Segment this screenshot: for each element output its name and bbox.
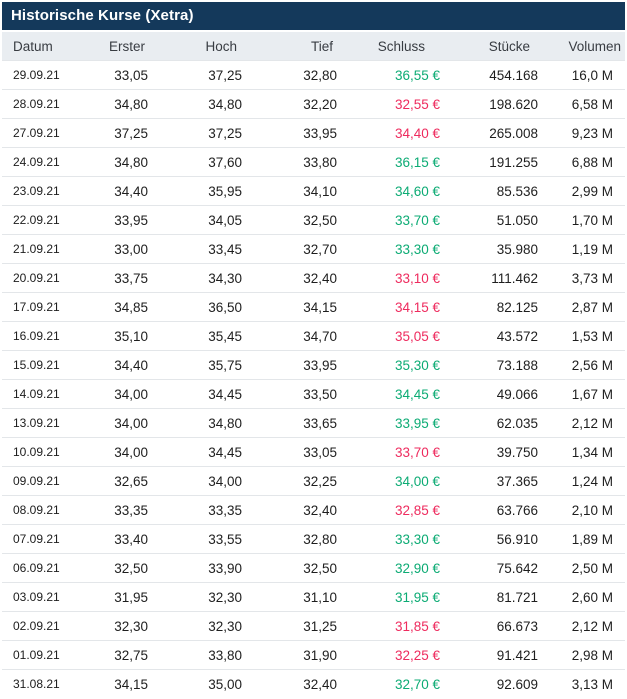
- cell-stuecke: 51.050: [445, 206, 543, 235]
- cell-hoch: 37,25: [153, 119, 247, 148]
- cell-stuecke: 198.620: [445, 90, 543, 119]
- table-row: [2, 409, 625, 438]
- table-row: [2, 322, 625, 351]
- cell-tief: 32,20: [247, 90, 342, 119]
- cell-tief: 32,40: [247, 496, 342, 525]
- cell-stuecke: 63.766: [445, 496, 543, 525]
- cell-stuecke: 92.609: [445, 670, 543, 699]
- cell-hoch: 35,45: [153, 322, 247, 351]
- cell-stuecke: 265.008: [445, 119, 543, 148]
- cell-schluss: 33,70 €: [342, 438, 445, 467]
- cell-tief: 32,50: [247, 554, 342, 583]
- cell-erster: 33,00: [95, 235, 153, 264]
- cell-datum: 08.09.21: [2, 496, 95, 525]
- cell-schluss: 32,25 €: [342, 641, 445, 670]
- cell-schluss: 32,55 €: [342, 90, 445, 119]
- cell-tief: 31,90: [247, 641, 342, 670]
- cell-tief: 32,80: [247, 525, 342, 554]
- cell-erster: 33,95: [95, 206, 153, 235]
- cell-tief: 33,50: [247, 380, 342, 409]
- cell-stuecke: 66.673: [445, 612, 543, 641]
- cell-erster: 31,95: [95, 583, 153, 612]
- cell-datum: 29.09.21: [2, 61, 95, 90]
- cell-stuecke: 39.750: [445, 438, 543, 467]
- col-header-volumen: Volumen: [543, 32, 625, 61]
- table-row: [2, 467, 625, 496]
- cell-erster: 32,75: [95, 641, 153, 670]
- cell-volumen: 9,23 M: [543, 119, 625, 148]
- cell-datum: 17.09.21: [2, 293, 95, 322]
- cell-erster: 34,80: [95, 90, 153, 119]
- col-header-datum: Datum: [2, 32, 95, 61]
- historical-prices-table: [2, 32, 625, 698]
- cell-erster: 33,40: [95, 525, 153, 554]
- table-row: [2, 496, 625, 525]
- table-row: [2, 61, 625, 90]
- cell-schluss: 33,30 €: [342, 525, 445, 554]
- cell-datum: 02.09.21: [2, 612, 95, 641]
- cell-tief: 32,70: [247, 235, 342, 264]
- cell-hoch: 34,30: [153, 264, 247, 293]
- table-row: [2, 554, 625, 583]
- cell-erster: 32,50: [95, 554, 153, 583]
- cell-hoch: 34,00: [153, 467, 247, 496]
- cell-volumen: 2,87 M: [543, 293, 625, 322]
- cell-erster: 34,00: [95, 409, 153, 438]
- cell-stuecke: 49.066: [445, 380, 543, 409]
- cell-schluss: 34,00 €: [342, 467, 445, 496]
- cell-hoch: 34,80: [153, 90, 247, 119]
- cell-stuecke: 191.255: [445, 148, 543, 177]
- cell-schluss: 33,30 €: [342, 235, 445, 264]
- cell-hoch: 32,30: [153, 583, 247, 612]
- cell-volumen: 2,50 M: [543, 554, 625, 583]
- cell-stuecke: 82.125: [445, 293, 543, 322]
- table-row: [2, 641, 625, 670]
- cell-erster: 34,40: [95, 351, 153, 380]
- cell-volumen: 6,58 M: [543, 90, 625, 119]
- cell-erster: 35,10: [95, 322, 153, 351]
- cell-erster: 34,80: [95, 148, 153, 177]
- col-header-hoch: Hoch: [153, 32, 247, 61]
- historical-prices-widget: [2, 2, 625, 698]
- cell-erster: 34,00: [95, 438, 153, 467]
- cell-datum: 14.09.21: [2, 380, 95, 409]
- cell-stuecke: 75.642: [445, 554, 543, 583]
- cell-volumen: 3,73 M: [543, 264, 625, 293]
- cell-datum: 22.09.21: [2, 206, 95, 235]
- cell-hoch: 32,30: [153, 612, 247, 641]
- cell-stuecke: 91.421: [445, 641, 543, 670]
- cell-volumen: 1,24 M: [543, 467, 625, 496]
- cell-hoch: 34,45: [153, 380, 247, 409]
- cell-tief: 32,80: [247, 61, 342, 90]
- col-header-schluss: Schluss: [342, 32, 445, 61]
- cell-volumen: 2,12 M: [543, 612, 625, 641]
- cell-datum: 16.09.21: [2, 322, 95, 351]
- table-row: [2, 380, 625, 409]
- cell-schluss: 34,40 €: [342, 119, 445, 148]
- cell-volumen: 2,98 M: [543, 641, 625, 670]
- cell-volumen: 1,67 M: [543, 380, 625, 409]
- cell-hoch: 33,90: [153, 554, 247, 583]
- cell-hoch: 34,45: [153, 438, 247, 467]
- table-row: [2, 235, 625, 264]
- cell-volumen: 6,88 M: [543, 148, 625, 177]
- cell-volumen: 2,60 M: [543, 583, 625, 612]
- cell-volumen: 2,12 M: [543, 409, 625, 438]
- cell-tief: 33,80: [247, 148, 342, 177]
- cell-stuecke: 81.721: [445, 583, 543, 612]
- cell-erster: 33,35: [95, 496, 153, 525]
- cell-hoch: 33,45: [153, 235, 247, 264]
- cell-hoch: 37,25: [153, 61, 247, 90]
- table-row: [2, 206, 625, 235]
- cell-tief: 34,15: [247, 293, 342, 322]
- cell-volumen: 16,0 M: [543, 61, 625, 90]
- table-row: [2, 438, 625, 467]
- table-row: [2, 612, 625, 641]
- cell-erster: 33,05: [95, 61, 153, 90]
- cell-tief: 33,05: [247, 438, 342, 467]
- cell-datum: 24.09.21: [2, 148, 95, 177]
- cell-volumen: 3,13 M: [543, 670, 625, 699]
- cell-datum: 23.09.21: [2, 177, 95, 206]
- cell-stuecke: 35.980: [445, 235, 543, 264]
- cell-stuecke: 454.168: [445, 61, 543, 90]
- cell-volumen: 1,53 M: [543, 322, 625, 351]
- cell-tief: 31,25: [247, 612, 342, 641]
- cell-stuecke: 37.365: [445, 467, 543, 496]
- col-header-tief: Tief: [247, 32, 342, 61]
- cell-schluss: 31,95 €: [342, 583, 445, 612]
- cell-datum: 03.09.21: [2, 583, 95, 612]
- cell-volumen: 1,34 M: [543, 438, 625, 467]
- cell-hoch: 34,80: [153, 409, 247, 438]
- table-header-row: [2, 32, 625, 61]
- table-row: [2, 177, 625, 206]
- cell-datum: 28.09.21: [2, 90, 95, 119]
- cell-hoch: 35,95: [153, 177, 247, 206]
- cell-schluss: 34,45 €: [342, 380, 445, 409]
- cell-schluss: 34,60 €: [342, 177, 445, 206]
- col-header-erster: Erster: [95, 32, 153, 61]
- cell-hoch: 34,05: [153, 206, 247, 235]
- cell-erster: 32,65: [95, 467, 153, 496]
- cell-hoch: 33,80: [153, 641, 247, 670]
- cell-schluss: 31,85 €: [342, 612, 445, 641]
- cell-schluss: 32,85 €: [342, 496, 445, 525]
- table-row: [2, 119, 625, 148]
- cell-tief: 32,25: [247, 467, 342, 496]
- widget-title-bar: [2, 2, 625, 30]
- cell-erster: 34,85: [95, 293, 153, 322]
- cell-erster: 34,15: [95, 670, 153, 699]
- cell-tief: 32,40: [247, 264, 342, 293]
- widget-title: Historische Kurse (Xetra): [11, 7, 194, 24]
- cell-schluss: 36,15 €: [342, 148, 445, 177]
- cell-schluss: 33,10 €: [342, 264, 445, 293]
- cell-tief: 32,50: [247, 206, 342, 235]
- cell-schluss: 33,95 €: [342, 409, 445, 438]
- table-row: [2, 351, 625, 380]
- cell-datum: 27.09.21: [2, 119, 95, 148]
- table-body: [2, 61, 625, 699]
- cell-datum: 13.09.21: [2, 409, 95, 438]
- cell-schluss: 32,90 €: [342, 554, 445, 583]
- cell-volumen: 2,99 M: [543, 177, 625, 206]
- cell-hoch: 35,00: [153, 670, 247, 699]
- cell-tief: 33,95: [247, 119, 342, 148]
- cell-stuecke: 85.536: [445, 177, 543, 206]
- cell-stuecke: 73.188: [445, 351, 543, 380]
- cell-datum: 07.09.21: [2, 525, 95, 554]
- cell-volumen: 2,56 M: [543, 351, 625, 380]
- cell-stuecke: 43.572: [445, 322, 543, 351]
- cell-datum: 15.09.21: [2, 351, 95, 380]
- table-row: [2, 583, 625, 612]
- cell-schluss: 35,30 €: [342, 351, 445, 380]
- cell-stuecke: 56.910: [445, 525, 543, 554]
- cell-datum: 06.09.21: [2, 554, 95, 583]
- cell-datum: 31.08.21: [2, 670, 95, 699]
- cell-tief: 33,95: [247, 351, 342, 380]
- cell-tief: 33,65: [247, 409, 342, 438]
- cell-tief: 32,40: [247, 670, 342, 699]
- cell-hoch: 33,55: [153, 525, 247, 554]
- cell-datum: 10.09.21: [2, 438, 95, 467]
- table-row: [2, 525, 625, 554]
- cell-erster: 33,75: [95, 264, 153, 293]
- cell-volumen: 1,89 M: [543, 525, 625, 554]
- col-header-stuecke: Stücke: [445, 32, 543, 61]
- cell-erster: 37,25: [95, 119, 153, 148]
- cell-tief: 34,10: [247, 177, 342, 206]
- cell-schluss: 33,70 €: [342, 206, 445, 235]
- cell-tief: 31,10: [247, 583, 342, 612]
- cell-erster: 34,40: [95, 177, 153, 206]
- cell-hoch: 37,60: [153, 148, 247, 177]
- cell-tief: 34,70: [247, 322, 342, 351]
- cell-datum: 01.09.21: [2, 641, 95, 670]
- cell-erster: 34,00: [95, 380, 153, 409]
- cell-stuecke: 111.462: [445, 264, 543, 293]
- table-row: [2, 90, 625, 119]
- cell-erster: 32,30: [95, 612, 153, 641]
- table-row: [2, 670, 625, 699]
- cell-schluss: 32,70 €: [342, 670, 445, 699]
- cell-stuecke: 62.035: [445, 409, 543, 438]
- cell-schluss: 35,05 €: [342, 322, 445, 351]
- cell-hoch: 36,50: [153, 293, 247, 322]
- cell-datum: 21.09.21: [2, 235, 95, 264]
- table-row: [2, 293, 625, 322]
- cell-datum: 20.09.21: [2, 264, 95, 293]
- cell-schluss: 36,55 €: [342, 61, 445, 90]
- cell-volumen: 1,19 M: [543, 235, 625, 264]
- cell-datum: 09.09.21: [2, 467, 95, 496]
- cell-volumen: 1,70 M: [543, 206, 625, 235]
- table-row: [2, 148, 625, 177]
- cell-volumen: 2,10 M: [543, 496, 625, 525]
- cell-hoch: 35,75: [153, 351, 247, 380]
- cell-hoch: 33,35: [153, 496, 247, 525]
- table-row: [2, 264, 625, 293]
- cell-schluss: 34,15 €: [342, 293, 445, 322]
